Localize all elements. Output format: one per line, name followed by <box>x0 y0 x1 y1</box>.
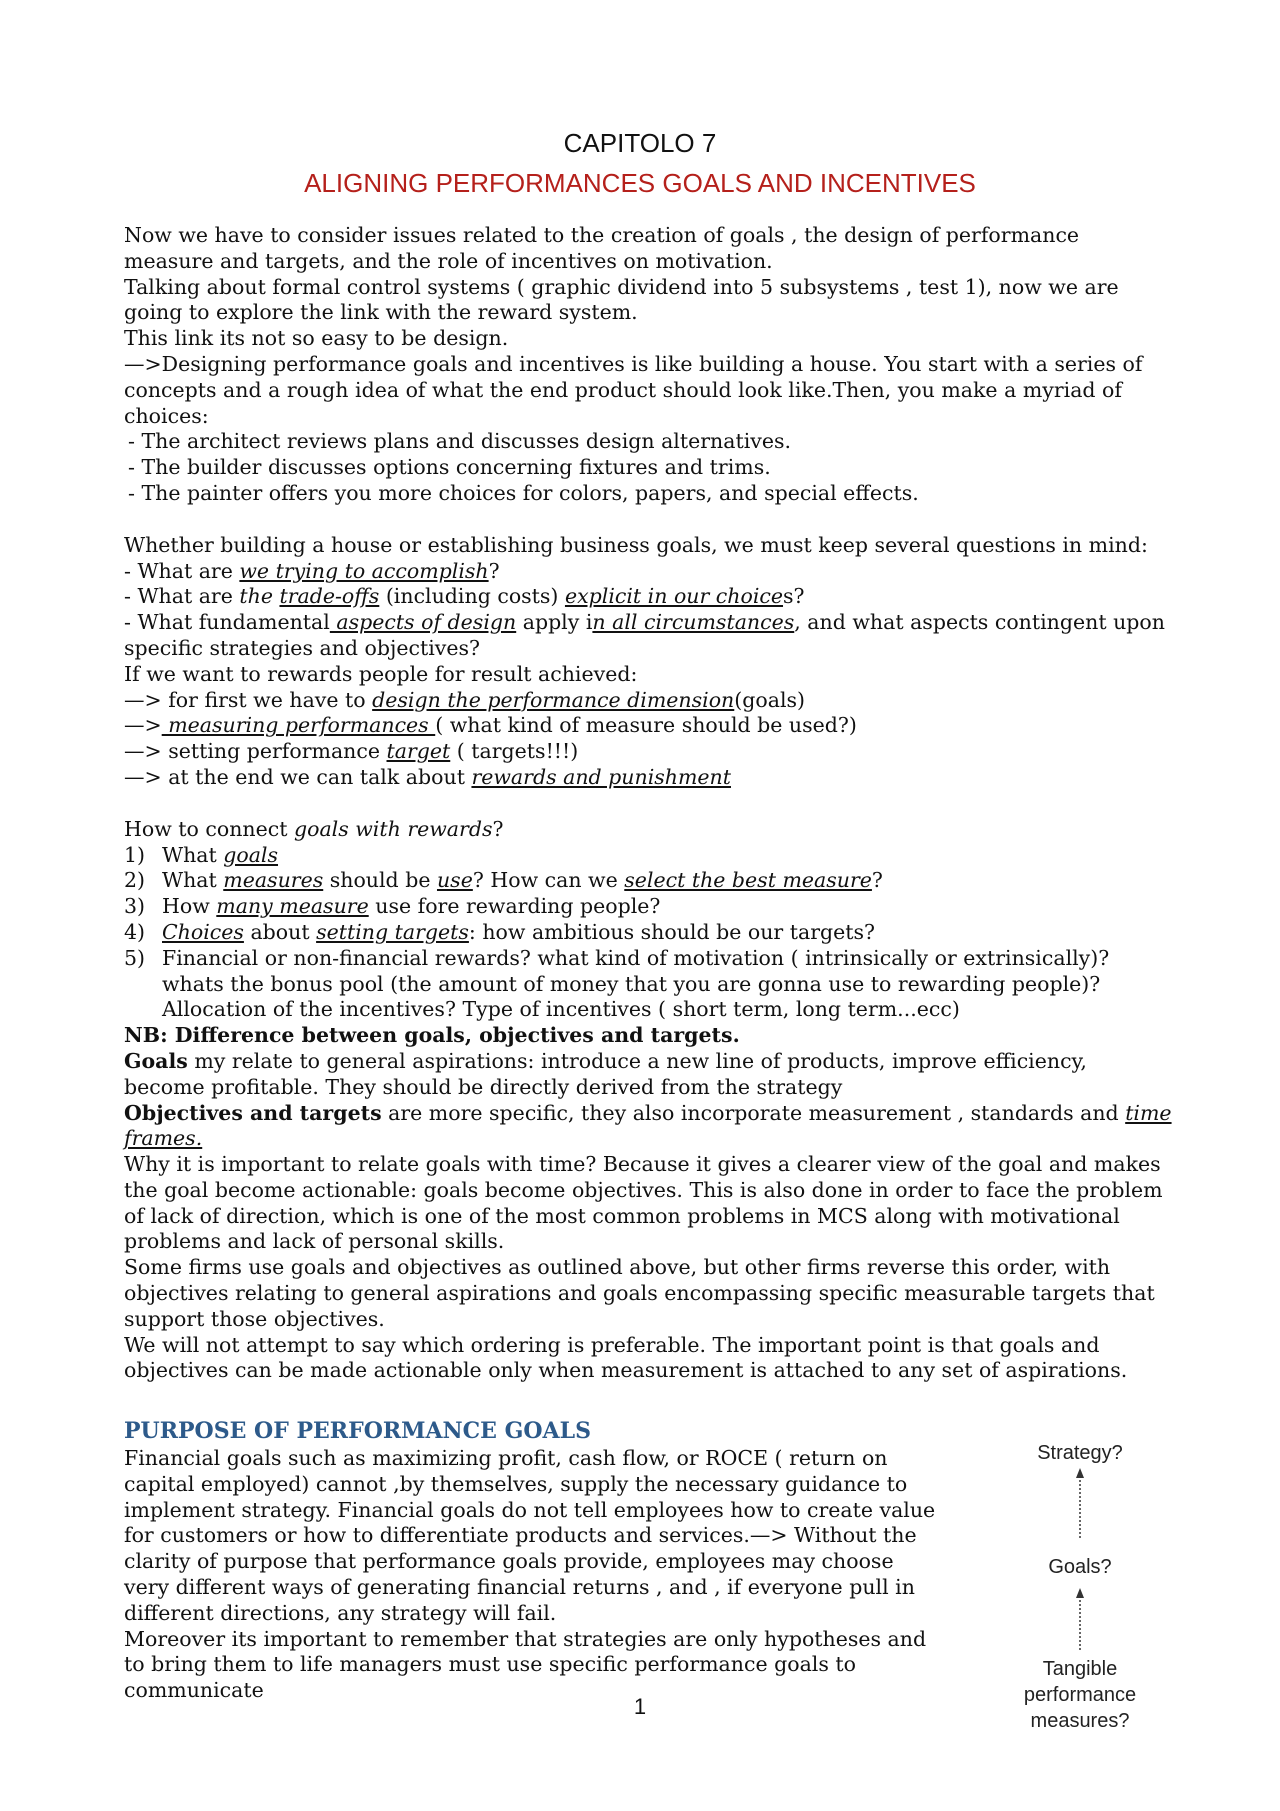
intro-paragraph: —>Designing performance goals and incentives is like building a house. You start with a series of concepts and a rough idea of what the end product should look like.Then, you make a myriad of choices: <box>124 351 1143 428</box>
goals-definition: Goals my relate to general aspirations: introduce a new line of products, improve efficiency, become profitable. They should be directly derived from the strategy <box>124 1048 1087 1099</box>
reward-lead: If we want to rewards people for result achieved: <box>124 661 638 686</box>
purpose-body <box>124 1446 944 1704</box>
chapter-title: CAPITOLO 7 <box>563 128 717 158</box>
section-heading: PURPOSE OF PERFORMANCE GOALS <box>124 1418 591 1444</box>
purpose-paragraph: Moreover its important to remember that strategies are only hypotheses and to bring them to life managers must use specific performance goals to communicate <box>124 1626 927 1703</box>
list-item: 1) What goals <box>124 842 279 867</box>
question-1: - What are we trying to accomplish? <box>124 558 500 583</box>
intro-paragraph: Talking about formal control systems ( graphic dividend into 5 subsystems , test 1), now we are going to explore the link with the reward system. <box>124 274 1119 325</box>
reward-step-1: —> for first we have to design the performance dimension(goals) <box>124 687 806 712</box>
strategy-diagram <box>985 1438 1175 1738</box>
purpose-paragraph: Financial goals such as maximizing profit, cash flow, or ROCE ( return on capital employed) cannot ,by themselves, supply the necessary guidance to implement strategy. Financial goals do not tell employees how to create value for customers or how to differentiate products and services.—> Without the clarity of purpose that performance goals provide, employees may choose very different ways of generating financial returns , and , if everyone pull in different directions, any strategy will fail. <box>124 1446 936 1625</box>
question-2: - What are the trade-offs (including costs) explicit in our choices? <box>124 584 805 609</box>
reward-step-3: —> setting performance target ( targets!!!) <box>124 739 579 764</box>
main-body <box>124 223 1174 1384</box>
intro-bullet: - The architect reviews plans and discusses design alternatives. <box>128 429 792 454</box>
connect-lead: How to connect goals with rewards? <box>124 816 504 841</box>
nb-paragraph: Some firms use goals and objectives as outlined above, but other firms reverse this order, with objectives relating to general aspirations and goals encompassing specific measurable targets that support those objectives. <box>124 1255 1155 1331</box>
page-title: ALIGNING PERFORMANCES GOALS AND INCENTIVES <box>304 168 976 198</box>
diagram-measures-label: Tangible performance measures? <box>1023 1658 1137 1732</box>
list-item: 2) What measures should be use? How can we select the best measure? <box>124 868 883 893</box>
list-item: 4) Choices about setting targets: how ambitious should be our targets? <box>124 919 876 944</box>
objectives-definition: Objectives and targets are more specific, they also incorporate measurement , standards and time frames. <box>124 1100 1172 1151</box>
nb-paragraph: Why it is important to relate goals with time? Because it gives a clearer view of the goal and makes the goal become actionable: goals become objectives. This is also done in order to face the problem of lack of direction, which is one of the most common problems in MCS along with motivational problems and lack of personal skills. <box>124 1152 1163 1254</box>
page-number: 1 <box>633 1694 647 1719</box>
intro-paragraph: Now we have to consider issues related to the creation of goals , the design of performance measure and targets, and the role of incentives on motivation. <box>124 223 1080 273</box>
reward-step-2: —> measuring performances ( what kind of measure should be used?) <box>124 713 857 738</box>
arrowhead-icon <box>1076 1588 1084 1598</box>
questions-lead: Whether building a house or establishing business goals, we must keep several questions in mind: <box>124 532 1148 557</box>
intro-bullet: - The painter offers you more choices for colors, papers, and special effects. <box>128 480 919 505</box>
intro-paragraph: This link its not so easy to be design. <box>124 326 509 351</box>
diagram-strategy-label: Strategy? <box>1037 1442 1123 1464</box>
question-3: - What fundamental aspects of design apply in all circumstances, and what aspects contingent upon specific strategies and objectives? <box>124 610 1165 660</box>
nb-paragraph: We will not attempt to say which ordering is preferable. The important point is that goals and objectives can be made actionable only when measurement is attached to any set of aspirations. <box>124 1332 1128 1383</box>
arrowhead-icon <box>1076 1468 1084 1478</box>
diagram-goals-label: Goals? <box>1048 1556 1112 1578</box>
connect-list <box>124 843 1174 1024</box>
intro-bullet: - The builder discusses options concerning fixtures and trims. <box>128 455 771 480</box>
reward-step-4: —> at the end we can talk about rewards and punishment <box>124 764 731 789</box>
list-item: 5) Financial or non-financial rewards? what kind of motivation ( intrinsically or extrinsically)? whats the bonus pool (the amount of money that you are gonna use to rewarding people)? Allocation of the incentives? Type of incentives ( short term, long term...ecc) <box>124 945 1110 1022</box>
list-item: 3) How many measure use fore rewarding people? <box>124 894 661 919</box>
nb-title: NB: Difference between goals, objectives and targets. <box>124 1023 740 1048</box>
